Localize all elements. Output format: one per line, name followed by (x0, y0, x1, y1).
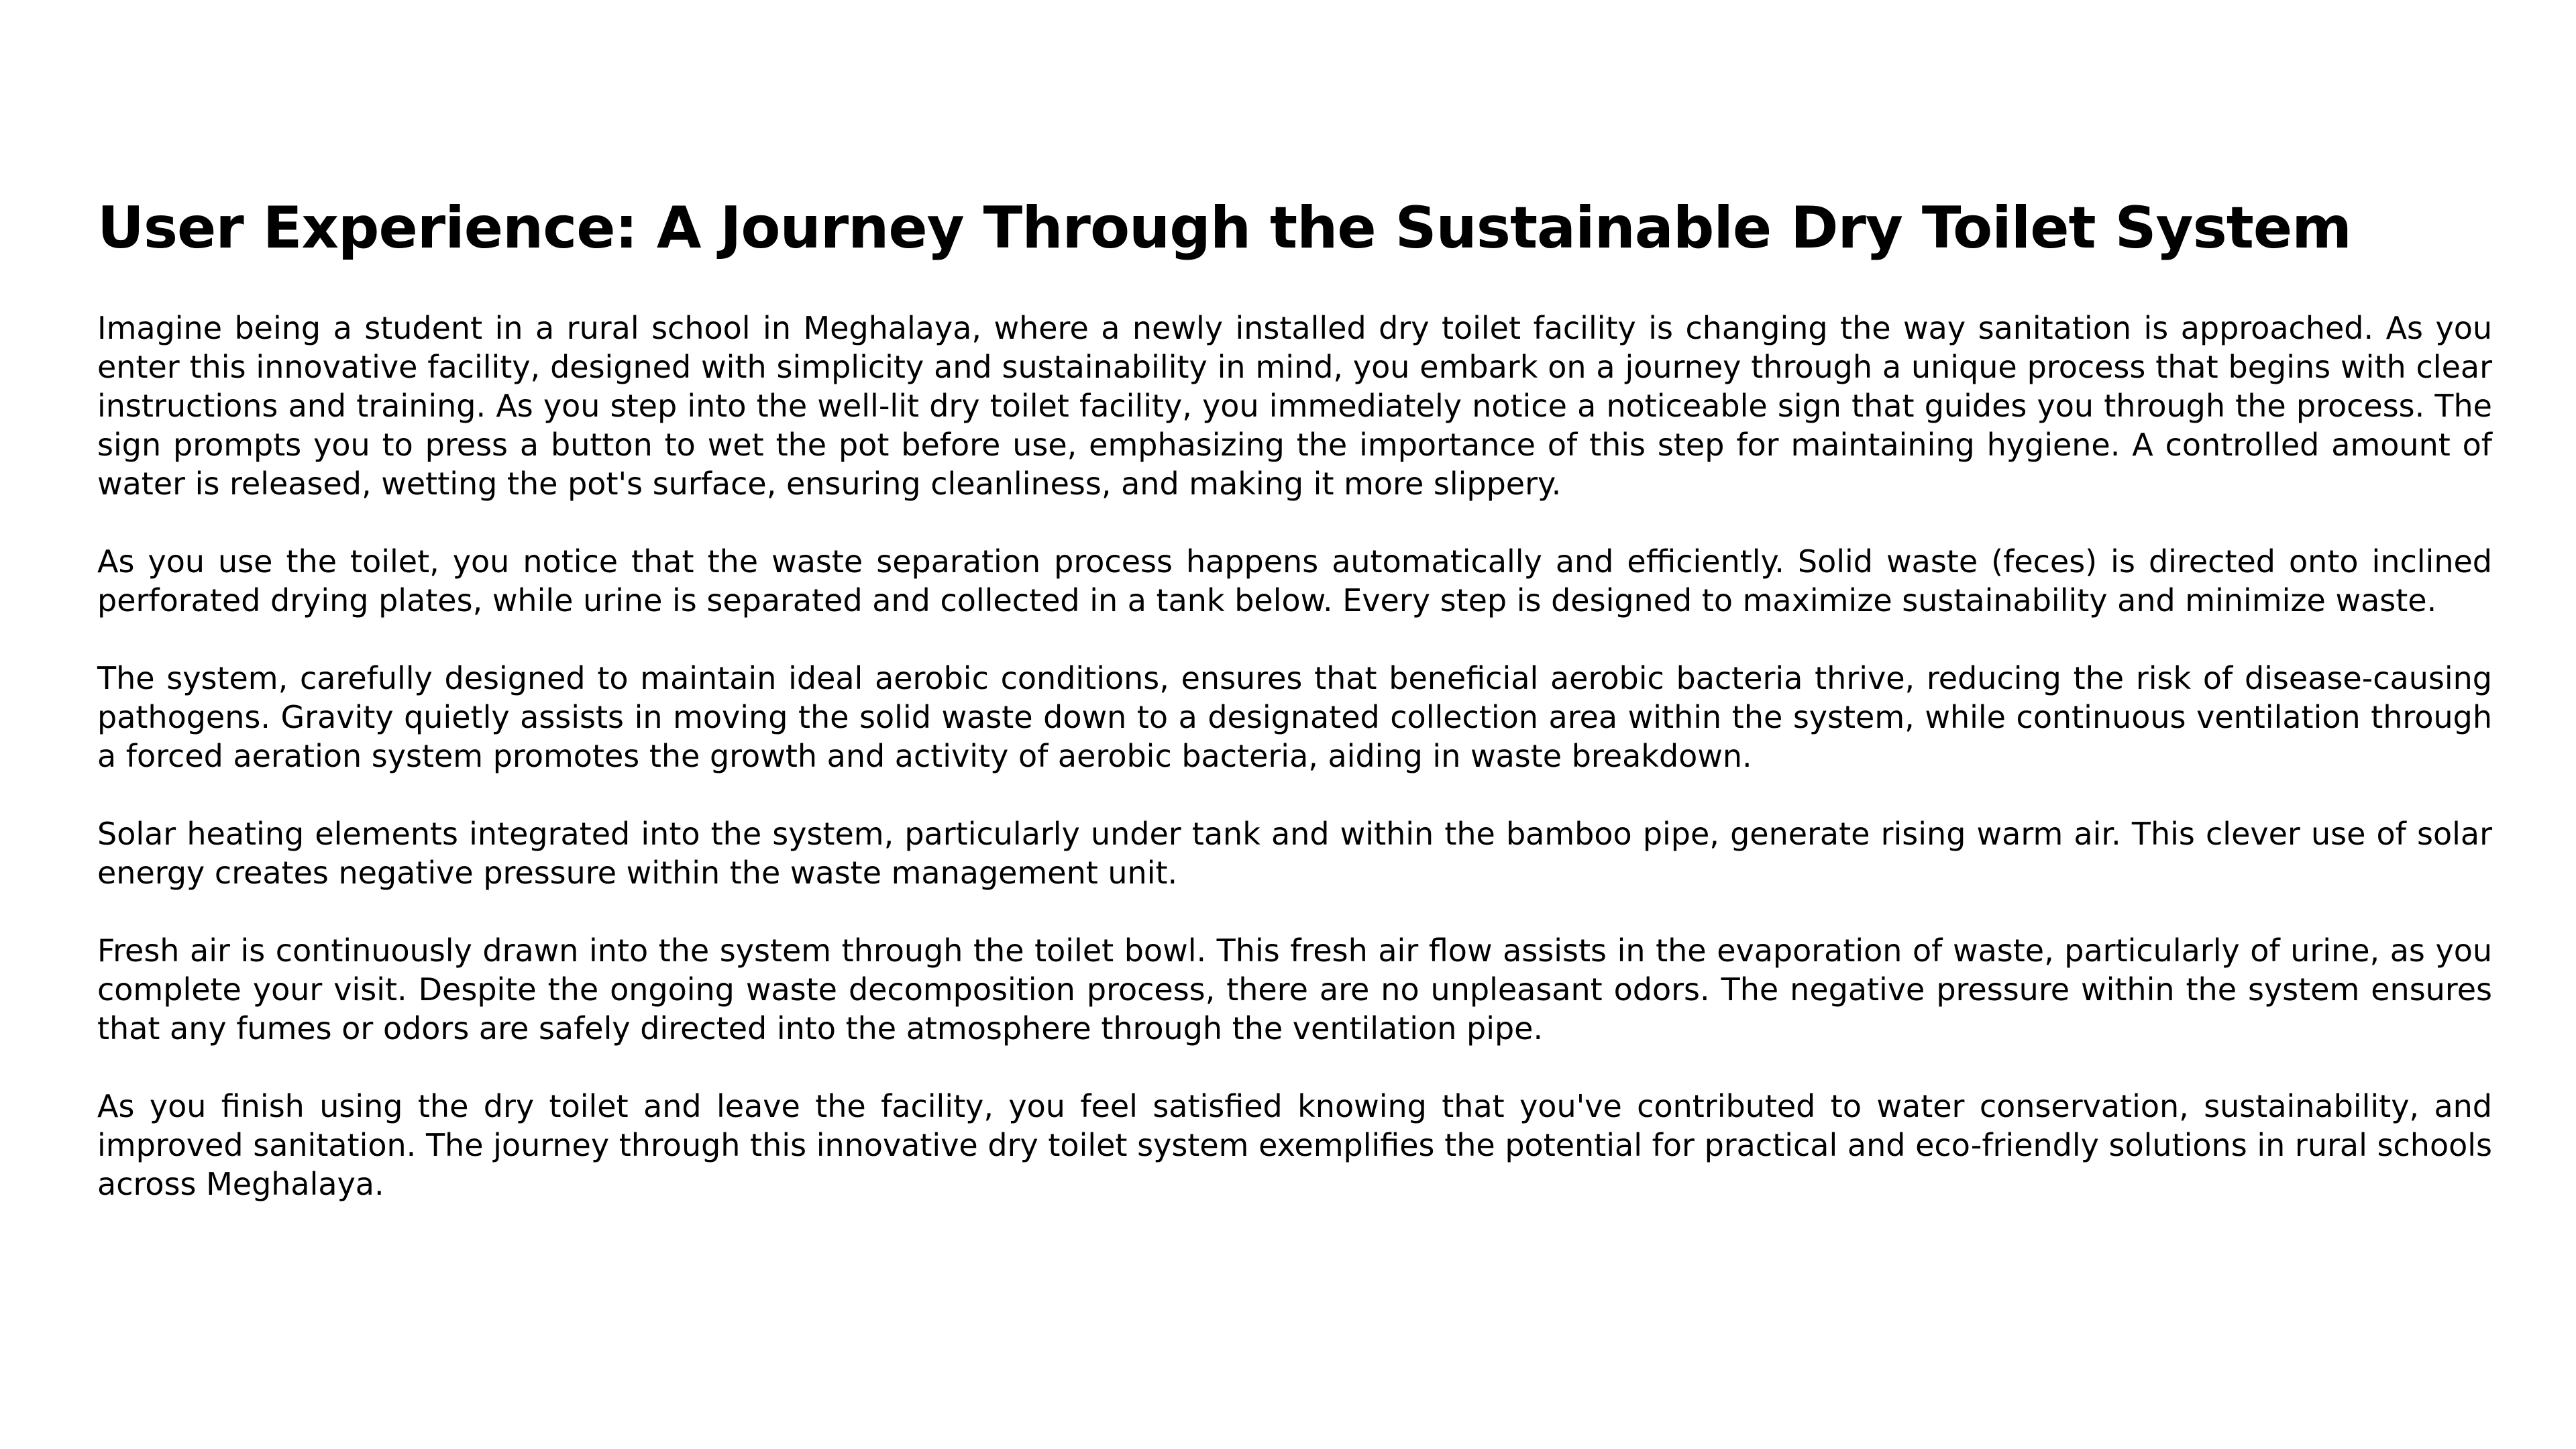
slide-content (97, 188, 2492, 1203)
paragraph-fresh-air: Fresh air is continuously drawn into the system through the toilet bowl. This fresh air flow assists in the evaporation of waste, particularly of urine, as you complete your visit. Despite the ongoing waste decomposition process, there are no unpleasant odors. The negative pressure within the system ensures that any fumes or odors are safely directed into the atmosphere through the ventilation pipe. (97, 932, 2492, 1046)
page-title: User Experience: A Journey Through the Sustainable Dry Toilet System (97, 195, 2351, 262)
paragraph-intro: Imagine being a student in a rural school in Meghalaya, where a newly installed dry toilet facility is changing the way sanitation is approached. As you enter this innovative facility, designed with simplicity and sustainability in mind, you embark on a journey through a unique process that begins with clear instructions and training. As you step into the well-lit dry toilet facility, you immediately notice a noticeable sign that guides you through the process. The sign prompts you to press a button to wet the pot before use, emphasizing the importance of this step for maintaining hygiene. A controlled amount of water is released, wetting the pot's surface, ensuring cleanliness, and making it more slippery. (97, 310, 2492, 502)
paragraph-solar-heating: Solar heating elements integrated into the system, particularly under tank and within the bamboo pipe, generate rising warm air. This clever use of solar energy creates negative pressure within the waste management unit. (97, 816, 2492, 891)
paragraph-aerobic-system: The system, carefully designed to maintain ideal aerobic conditions, ensures that beneficial aerobic bacteria thrive, reducing the risk of disease-causing pathogens. Gravity quietly assists in moving the solid waste down to a designated collection area within the system, while continuous ventilation through a forced aeration system promotes the growth and activity of aerobic bacteria, aiding in waste breakdown. (97, 660, 2492, 774)
paragraph-conclusion: As you finish using the dry toilet and leave the facility, you feel satisfied knowing that you've contributed to water conservation, sustainability, and improved sanitation. The journey through this innovative dry toilet system exemplifies the potential for practical and eco-friendly solutions in rural schools across Meghalaya. (97, 1088, 2492, 1202)
body-text (97, 309, 2492, 1203)
paragraph-waste-separation: As you use the toilet, you notice that the waste separation process happens automatically and efficiently. Solid waste (feces) is directed onto inclined perforated drying plates, while urine is separated and collected in a tank below. Every step is designed to maximize sustainability and minimize waste. (97, 543, 2492, 619)
